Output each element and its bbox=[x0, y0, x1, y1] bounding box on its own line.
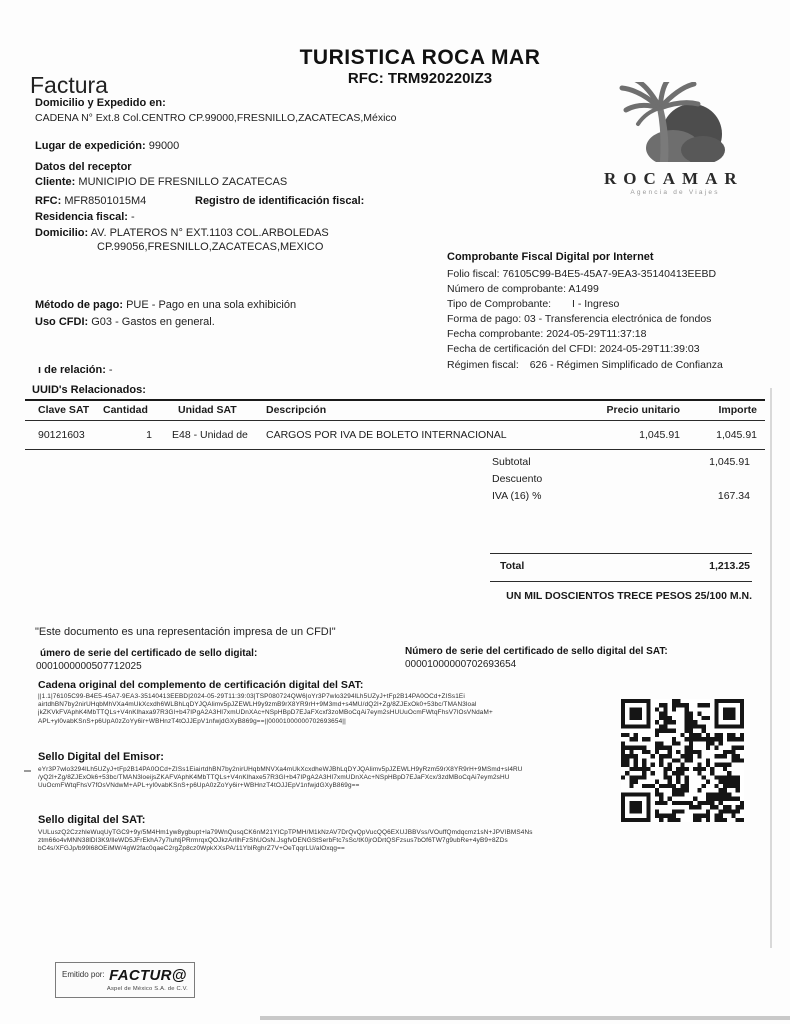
uuids-relacionados-label: UUID's Relacionados: bbox=[32, 384, 146, 396]
total-value: 1,213.25 bbox=[709, 560, 750, 572]
tipo-comprobante-label: Tipo de Comprobante: bbox=[447, 298, 552, 310]
cadena-original-block bbox=[38, 693, 616, 726]
sello-emisor-block bbox=[38, 766, 616, 791]
uso-cfdi-value: G03 - Gastos en general. bbox=[91, 316, 215, 328]
scan-artifact-bottom bbox=[260, 1016, 790, 1020]
uso-cfdi-row bbox=[35, 316, 215, 328]
table-top-rule bbox=[25, 399, 765, 401]
col-header-unidad: Unidad SAT bbox=[178, 404, 237, 416]
sello-sat-label: Sello digital del SAT: bbox=[38, 814, 146, 826]
domicilio-expedido-label: Domicilio y Expedido en: bbox=[35, 97, 166, 109]
receptor-rfc-label: RFC: bbox=[35, 195, 62, 207]
residencia-row bbox=[35, 211, 135, 223]
tipo-relacion-value: - bbox=[108, 364, 113, 376]
folio-fiscal-value: 76105C99-B4E5-45A7-9EA3-35140413EEBD bbox=[502, 268, 717, 280]
residencia-value: - bbox=[131, 211, 135, 223]
serie-sat-value: 00001000000702693654 bbox=[405, 659, 517, 670]
uso-cfdi-label: Uso CFDI: bbox=[35, 316, 89, 328]
fecha-certificacion-label: Fecha de certificación del CFDI: bbox=[447, 343, 597, 355]
cfdi-row-certificacion bbox=[447, 343, 700, 355]
amount-in-words: UN MIL DOSCIENTOS TRECE PESOS 25/100 M.N. bbox=[506, 590, 752, 602]
descuento-label: Descuento bbox=[492, 473, 543, 485]
cfdi-row-numero bbox=[447, 283, 599, 295]
emitido-por-label: Emitido por: bbox=[62, 970, 105, 979]
item-descripcion: CARGOS POR IVA DE BOLETO INTERNACIONAL bbox=[266, 429, 507, 441]
cfdi-row-tipo bbox=[447, 298, 619, 310]
col-header-cantidad: Cantidad bbox=[103, 404, 148, 416]
emitido-por-subtext: Aspel de México S.A. de C.V. bbox=[106, 986, 188, 992]
sello-emisor-line: /yQ2l+Zg/8ZJExOk6+53bc/TMAN3loeijsZKAFVAphK4MbTTQLs+V4nKlhaxe57R3Gl+b47IPgA2A3HI7xmUDnXAc+NSpHBpD7EJaFXcx/3zdMBoCqAi7eym2sHU bbox=[38, 774, 510, 782]
cadena-line: airtdhBN7by2nirUHqbMhVXa4mUkXcxdh6WLBhLqDYJQAlimv5pJZEWLH9y9zmB9rX8YR9rH+9M3md+s4MU/dQ2l+Zg/8ZJExOk0+53bc/TMAN3loal bbox=[38, 701, 477, 709]
sello-sat-line: VULuszQ2CzzhleWuqUyTGC9+9y/5M4Hm1yw8ygbupt+la79WnQusqCK6nM21YICpTPMH/M1kNzAV7DrQvQpVucQQ6EXUJBBVss/VOuffQmdqcmz1sN+JPVIBMS4Ns bbox=[38, 829, 533, 836]
subtotal-label: Subtotal bbox=[492, 456, 531, 468]
cliente-value: MUNICIPIO DE FRESNILLO ZACATECAS bbox=[78, 176, 288, 188]
table-bottom-rule bbox=[25, 449, 765, 450]
cadena-line: APL+yl0vabKSnS+p6UpA0zZoYy6ir+WBHnzT4tOJJEpV1nfwjdGXyB869g==||00001000000702693654|| bbox=[38, 717, 346, 725]
qr-code bbox=[621, 699, 744, 822]
regimen-fiscal-value: 626 - Régimen Simplificado de Confianza bbox=[529, 359, 723, 371]
scan-artifact-right bbox=[770, 388, 772, 948]
cfdi-row-regimen bbox=[447, 359, 723, 371]
col-header-precio: Precio unitario bbox=[606, 404, 680, 416]
domicilio-expedido-value: CADENA N° Ext.8 Col.CENTRO CP.99000,FRESNILLO,ZACATECAS,México bbox=[35, 112, 397, 124]
fecha-comprobante-value: 2024-05-29T11:37:18 bbox=[546, 328, 647, 340]
cfdi-row-folio bbox=[447, 268, 716, 280]
logo-wordmark: ROCAMAR bbox=[604, 169, 744, 188]
serie-emisor-value: 0001000000507712025 bbox=[36, 661, 142, 672]
tipo-relacion-row bbox=[38, 364, 113, 376]
col-header-clave: Clave SAT bbox=[38, 404, 90, 416]
forma-pago-label: Forma de pago: bbox=[447, 313, 522, 325]
cfdi-block-title: Comprobante Fiscal Digital por Internet bbox=[447, 251, 654, 263]
table-header-rule bbox=[25, 420, 765, 421]
numero-comprobante-value: A1499 bbox=[568, 283, 599, 295]
sello-sat-line: ztm66o4vMNN38lDI3K9/lleWD5JFrEkhA7y7luhtjPRrmrqxQOJkzArllhFzShUOsN.JsgfvDENGStSerbFtc7sSc/tK0jrODrtQSFzsus7bOf6TW7g9ubRe+4yB9+8ZDs bbox=[38, 837, 508, 845]
datos-receptor-label: Datos del receptor bbox=[35, 161, 132, 173]
lugar-expedicion-row bbox=[35, 140, 179, 152]
col-header-importe: Importe bbox=[718, 404, 757, 416]
iva-label: IVA (16) % bbox=[492, 490, 542, 502]
total-top-rule bbox=[490, 553, 752, 554]
receptor-domicilio-row bbox=[35, 227, 329, 239]
residencia-label: Residencia fiscal: bbox=[35, 211, 128, 223]
sello-sat-line: bC4s/XFGJp/b99l68OEiMW/4gW2fac0qaeC2rgZp8cz0WpkXXsPA/11YblRghrZ7V+OeTqqrLU/alOxqg== bbox=[38, 845, 345, 853]
sello-emisor-line: eYr3P7wlo3294lLh5UZyJ+tFp2B14PA0OCd+ZISs1EiairtdhBN7by2nirUHqbMNVXa4mUkXcxdheWJBhLqDYJQAlimv5pJZEWLH9yRzm59rX8YR9rH+9MSmd+sl4RU bbox=[38, 766, 523, 773]
receptor-rfc-row bbox=[35, 195, 146, 207]
cadena-line: jkZKVkFVAphK4MbTTQLs+V4nKlhaxa97R3Gl+b47IPgA2A3HI7xmUDnXAc+NSpHBpD7EJaFXcxf3zoMBoCqAi7eym2sHUUuOcmFWtqFhsV7lOsVNdaM+ bbox=[38, 709, 493, 717]
total-bottom-rule bbox=[490, 581, 752, 582]
regimen-fiscal-label: Régimen fiscal: bbox=[447, 359, 519, 371]
tipo-relacion-label: ı de relación: bbox=[38, 364, 106, 376]
facture-logo: FACTUR@ bbox=[109, 967, 187, 984]
tipo-comprobante-value: I - Ingreso bbox=[572, 298, 620, 310]
item-clave: 90121603 bbox=[38, 429, 85, 441]
numero-comprobante-label: Número de comprobante: bbox=[447, 283, 567, 295]
item-precio: 1,045.91 bbox=[639, 429, 680, 441]
registro-fiscal-label: Registro de identificación fiscal: bbox=[195, 195, 365, 207]
cliente-label: Cliente: bbox=[35, 176, 76, 188]
subtotal-value: 1,045.91 bbox=[709, 456, 750, 468]
receptor-rfc-value: MFR8501015M4 bbox=[64, 195, 147, 207]
cadena-original-label: Cadena original del complemento de certificación digital del SAT: bbox=[38, 679, 364, 691]
palm-tree-icon bbox=[600, 82, 750, 162]
item-importe: 1,045.91 bbox=[716, 429, 757, 441]
serie-sat-label: Número de serie del certificado de sello digital del SAT: bbox=[405, 646, 668, 657]
company-title: TURISTICA ROCA MAR bbox=[299, 46, 541, 69]
forma-pago-value: 03 - Transferencia electrónica de fondos bbox=[524, 313, 712, 325]
fecha-comprobante-label: Fecha comprobante: bbox=[447, 328, 544, 340]
cliente-row bbox=[35, 176, 287, 188]
cfdi-row-fecha bbox=[447, 328, 646, 340]
fecha-certificacion-value: 2024-05-29T11:39:03 bbox=[599, 343, 700, 355]
serie-emisor-label: úmero de serie del certificado de sello digital: bbox=[40, 648, 258, 659]
lugar-expedicion-value: 99000 bbox=[148, 140, 180, 152]
receptor-domicilio-line1: AV. PLATEROS N° EXT.1103 COL.ARBOLEDAS bbox=[90, 227, 329, 239]
item-unidad: E48 - Unidad de bbox=[172, 429, 248, 441]
metodo-pago-row bbox=[35, 299, 296, 311]
emitido-por-box bbox=[55, 962, 195, 998]
scan-artifact-dash bbox=[24, 770, 31, 772]
receptor-domicilio-label: Domicilio: bbox=[35, 227, 89, 239]
folio-fiscal-label: Folio fiscal: bbox=[447, 268, 500, 280]
iva-value: 167.34 bbox=[717, 490, 750, 502]
company-logo bbox=[600, 82, 750, 197]
metodo-pago-label: Método de pago: bbox=[35, 299, 123, 311]
sello-emisor-line: UuOcmFWtqFhsV7fOsVNdwM+APL+yl0vabKSnS+p6UpA0zZoYy6ir+WBHnzT4tOJJEpV1nfwjdGXyB869g== bbox=[38, 782, 360, 790]
sello-sat-block bbox=[38, 829, 753, 854]
metodo-pago-value: PUE - Pago en una sola exhibición bbox=[126, 299, 297, 311]
company-rfc: RFC: TRM920220IZ3 bbox=[347, 70, 493, 87]
logo-tagline: Agencia de Viajes bbox=[630, 189, 720, 196]
col-header-descripcion: Descripción bbox=[266, 404, 327, 416]
cadena-line: ||1.1|76105C99-B4E5-45A7-9EA3-35140413EEBD|2024-05-29T11:39:03|TSP080724QW6|oYr3P7wlo3294lLh5UZyJ+tFp2B14PA0OCd+ZISs1Ei bbox=[38, 693, 465, 700]
cfdi-printed-notice: "Este documento es una representación impresa de un CFDI" bbox=[35, 626, 336, 638]
item-cantidad: 1 bbox=[146, 429, 152, 441]
cfdi-row-forma bbox=[447, 313, 711, 325]
receptor-domicilio-line2: CP.99056,FRESNILLO,ZACATECAS,MEXICO bbox=[97, 241, 324, 253]
lugar-expedicion-label: Lugar de expedición: bbox=[35, 140, 146, 152]
total-label: Total bbox=[500, 560, 525, 572]
doc-type-title: Factura bbox=[30, 72, 108, 98]
sello-emisor-label: Sello Digital del Emisor: bbox=[38, 751, 164, 763]
